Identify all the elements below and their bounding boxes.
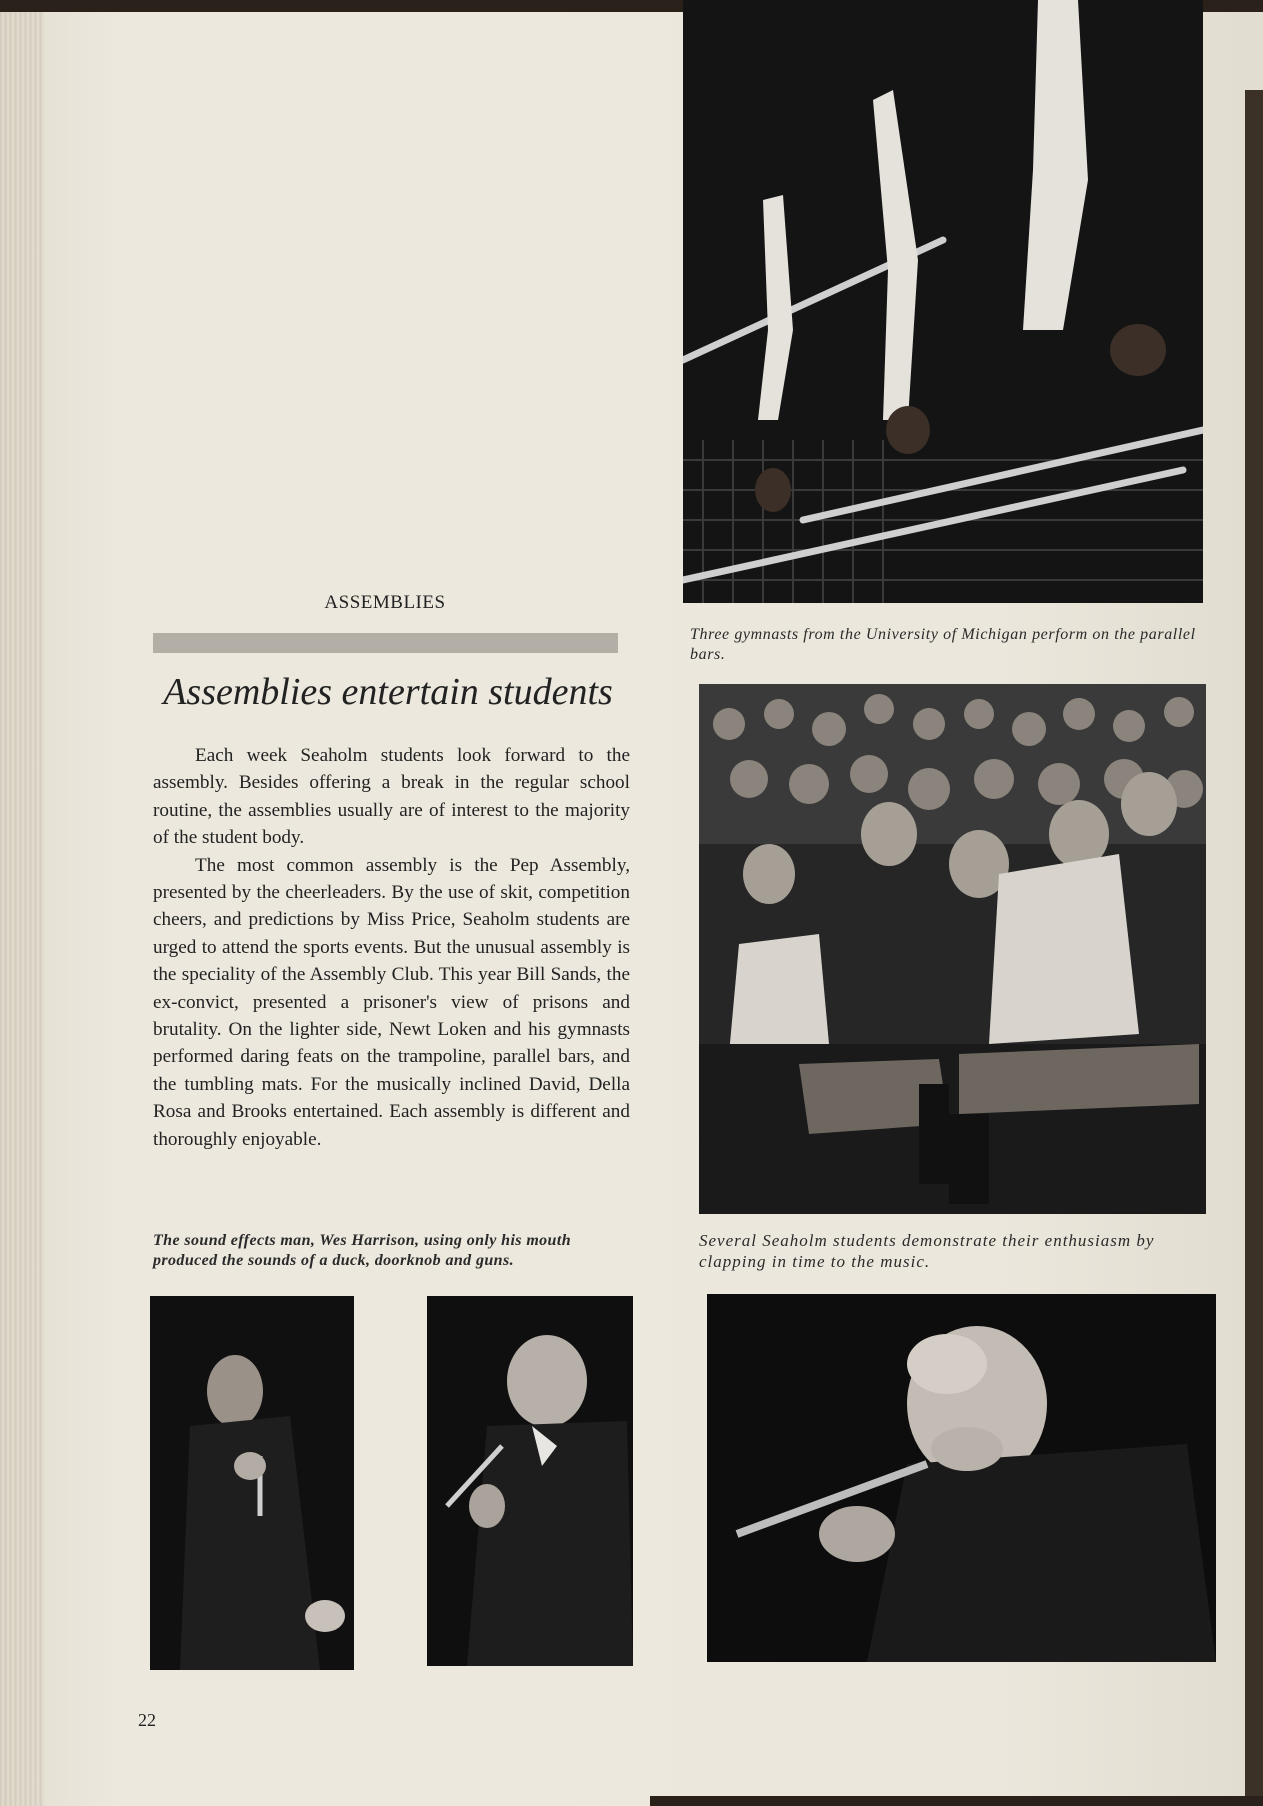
binding-edge <box>0 0 44 1806</box>
bottom-shadow-strip <box>650 1796 1263 1806</box>
page-title: Assemblies entertain students <box>163 671 613 713</box>
sound-effects-photo-1 <box>150 1296 354 1670</box>
sound-effects-photo-3 <box>707 1294 1216 1662</box>
gymnasts-caption: Three gymnasts from the University of Michigan perform on the parallel bars. <box>690 626 1196 663</box>
section-rule <box>153 633 618 653</box>
gymnasts-photo <box>683 0 1203 603</box>
page-number: 22 <box>138 1710 156 1730</box>
article-body <box>153 742 630 1153</box>
students-clapping-photo <box>699 684 1206 1214</box>
article-paragraph: The most common assembly is the Pep Assembly, presented by the cheerleaders. By the use of skit, competition cheers, and predictions by Miss Price, Seaholm students are urged to attend the sports events. But the unusual assembly is the speciality of the Assembly Club. This year Bill Sands, the ex-convict, presented a prisoner's view of prisons and brutality. On the lighter side, Newt Loken and his gymnasts performed daring feats on the trampoline, parallel bars, and the tumbling mats. For the musically inclined David, Della Rosa and Brooks entertained. Each assembly is different and thoroughly enjoyable. <box>153 854 630 1150</box>
students-caption: Several Seaholm students demonstrate their enthusiasm by clapping in time to the music. <box>699 1231 1155 1271</box>
article-paragraph: Each week Seaholm students look forward to the assembly. Besides offering a break in the regular school routine, the assemblies usually are of interest to the majority of the student body. <box>153 745 630 849</box>
right-shadow-strip <box>1245 90 1263 1806</box>
sound-effects-caption: The sound effects man, Wes Harrison, using only his mouth produced the sounds of a duck, doorknob and guns. <box>153 1232 572 1269</box>
sound-effects-photo-2 <box>427 1296 633 1666</box>
section-label: ASSEMBLIES <box>324 592 446 613</box>
